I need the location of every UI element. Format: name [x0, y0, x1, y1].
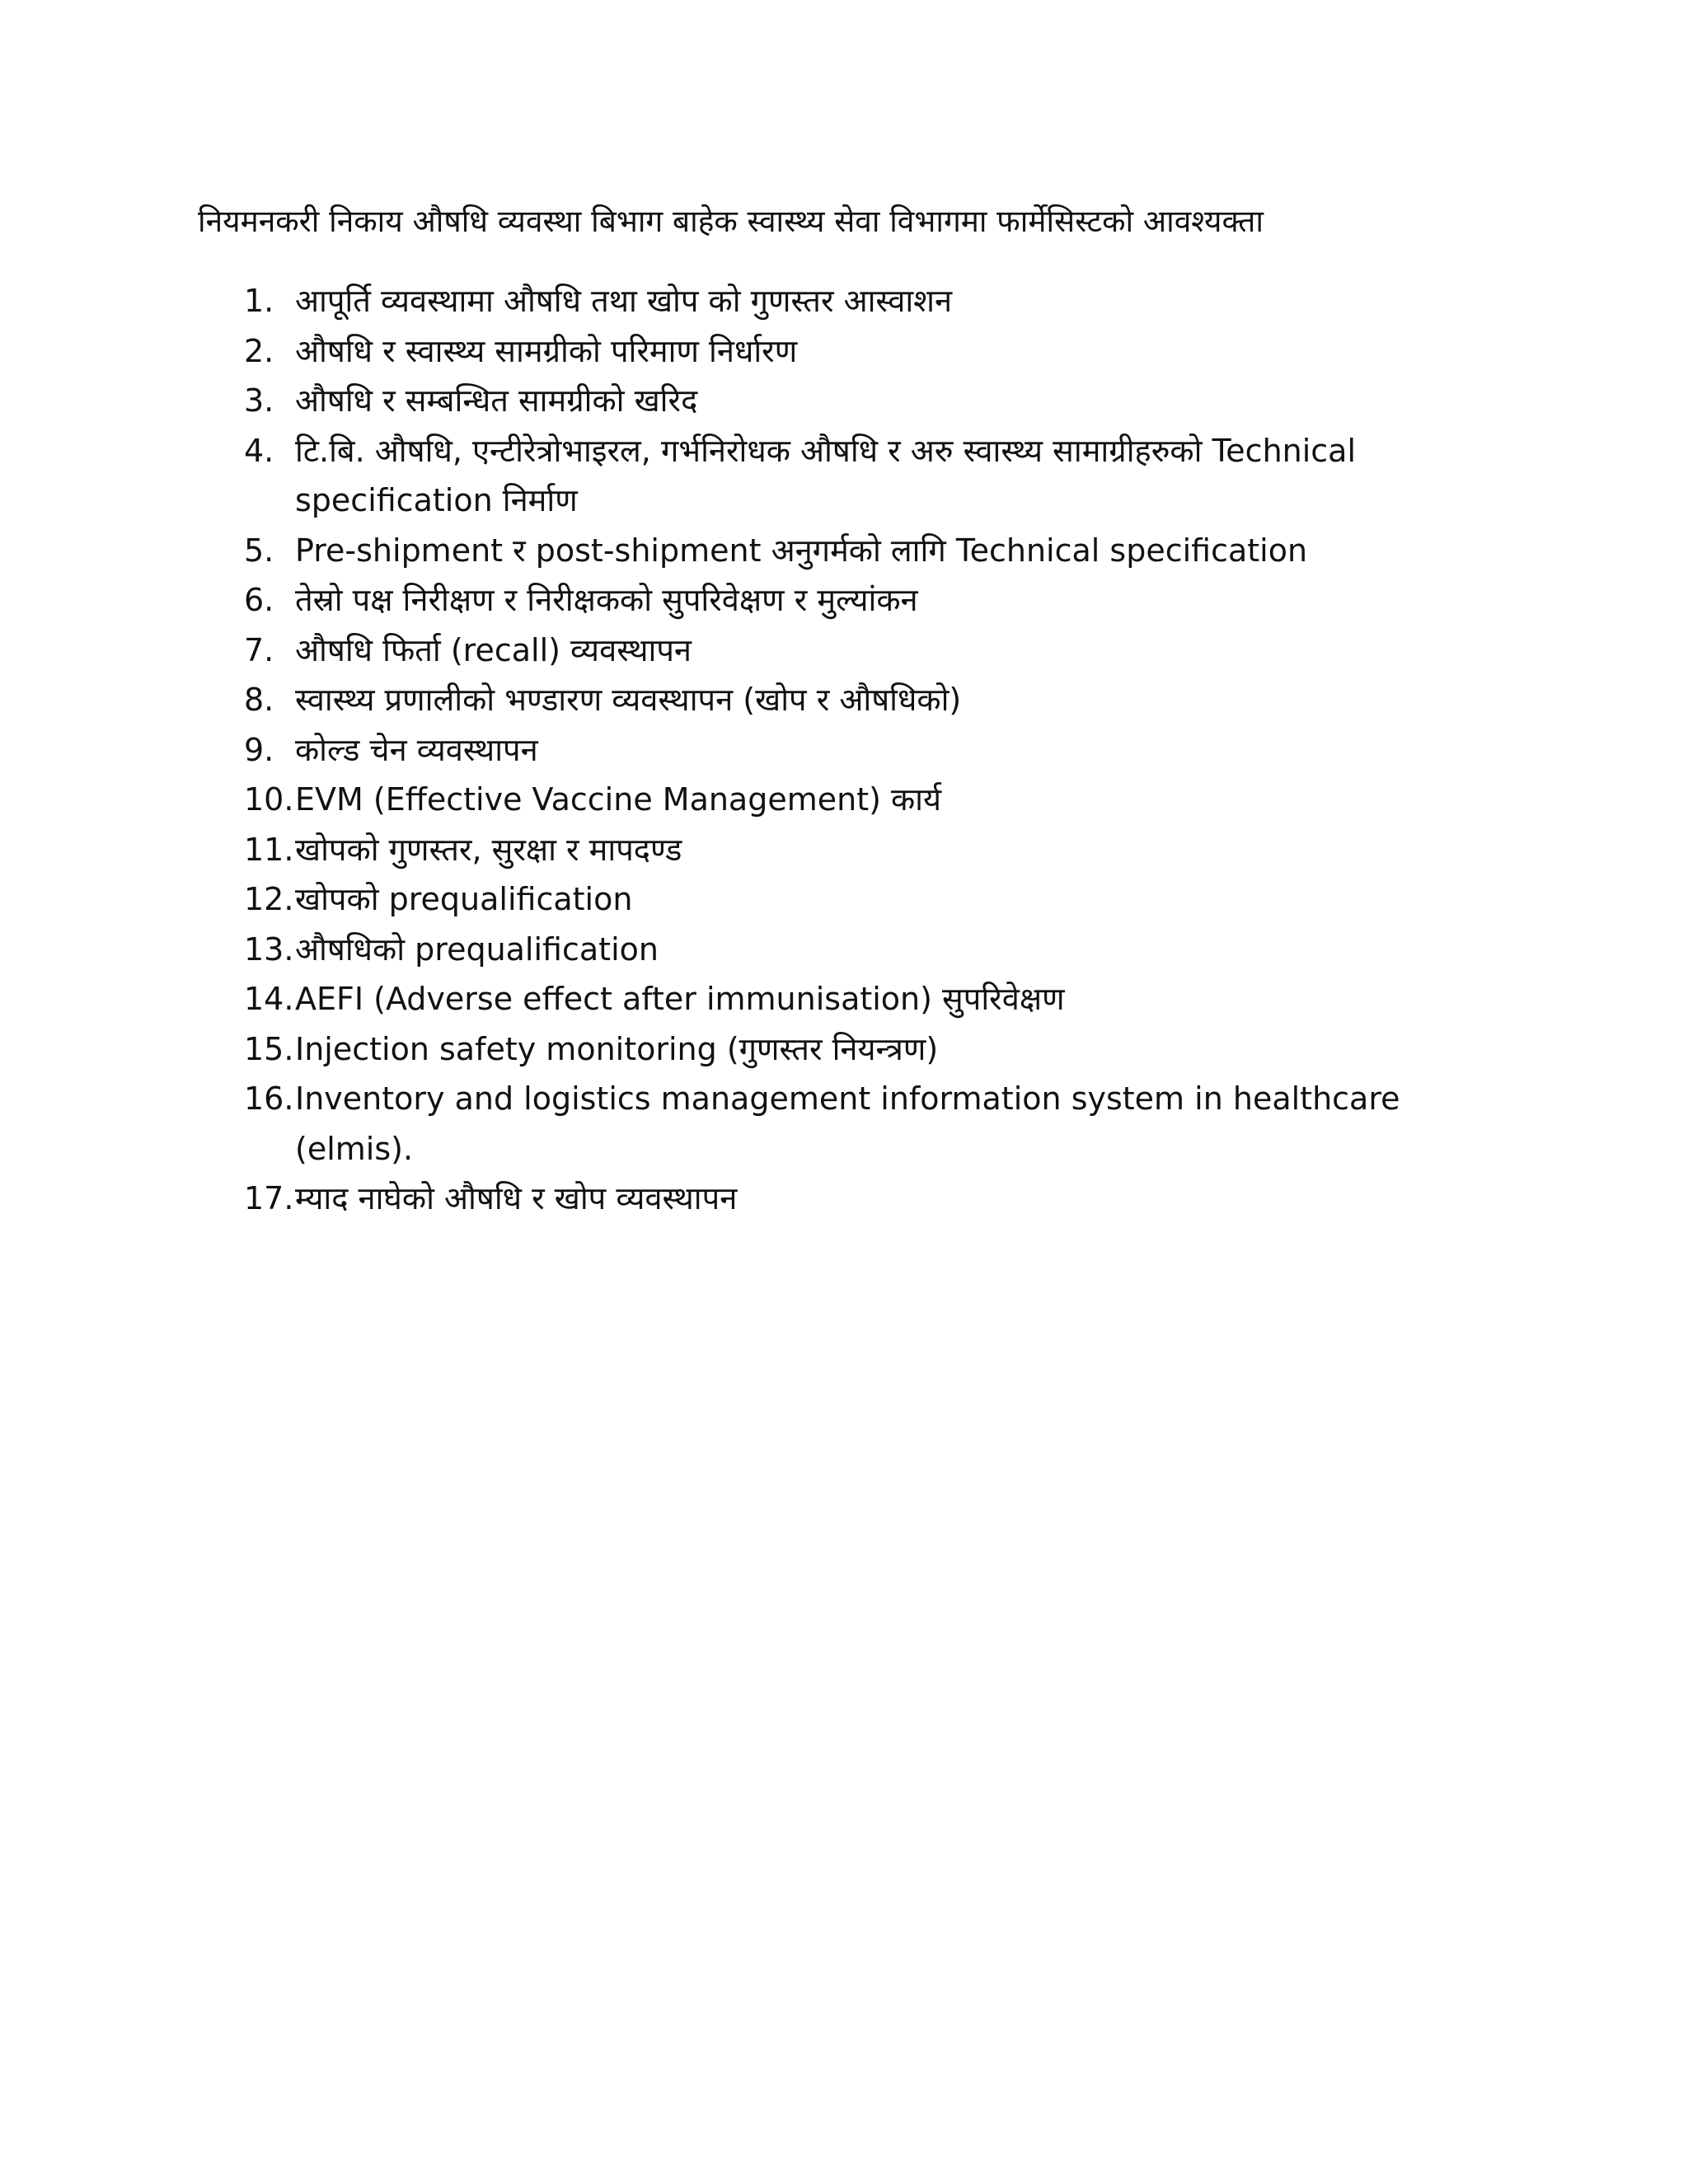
item-text: Injection safety monitoring (गुणस्तर नियन्त्रण) [295, 1030, 939, 1067]
item-text: औषधि र स्वास्थ्य सामग्रीको परिमाण निर्धारण [295, 332, 798, 369]
item-number: 10. [244, 781, 294, 818]
item-number: 5. [244, 532, 274, 569]
item-text: खोपको prequalification [295, 881, 633, 917]
list-item [244, 874, 1497, 925]
list-item [244, 1174, 1497, 1224]
item-number: 15. [244, 1030, 294, 1067]
item-text: औषधि र सम्बन्धित सामग्रीको खरिद [295, 382, 698, 419]
item-text: औषधि फिर्ता (recall) व्यवस्थापन [295, 631, 692, 668]
item-text: म्याद नाघेको औषधि र खोप व्यवस्थापन [295, 1180, 738, 1216]
item-text: आपूर्ति व्यवस्थामा औषधि तथा खोप को गुणस्तर आस्वाशन [295, 283, 953, 319]
item-number: 3. [244, 382, 274, 419]
item-text: खोपको गुणस्तर, सुरक्षा र मापदण्ड [295, 831, 682, 868]
list-item [244, 575, 1497, 626]
item-text: EVM (Effective Vaccine Management) कार्य [295, 781, 942, 818]
item-number: 6. [244, 582, 274, 618]
item-text: तेस्रो पक्ष निरीक्षण र निरीक्षकको सुपरिवेक्षण र मुल्यांकन [295, 582, 918, 618]
item-number: 1. [244, 283, 274, 319]
list-item [244, 925, 1497, 975]
document-title: नियमनकरी निकाय औषधि व्यवस्था बिभाग बाहेक स्वास्थ्य सेवा विभागमा फार्मेसिस्टको आवश्यक्ता [198, 204, 1264, 239]
list-item [244, 376, 1497, 426]
requirements-list [244, 276, 1497, 1224]
item-number: 14. [244, 981, 294, 1017]
item-text: Inventory and logistics management information system in healthcare (elmis). [295, 1080, 1400, 1167]
list-item [244, 426, 1497, 526]
item-number: 4. [244, 432, 274, 469]
list-item [244, 326, 1497, 377]
item-number: 16. [244, 1080, 294, 1117]
list-item [244, 825, 1497, 875]
item-number: 17. [244, 1180, 294, 1216]
item-number: 8. [244, 682, 274, 718]
list-item [244, 1024, 1497, 1075]
item-text: औषधिको prequalification [295, 930, 659, 968]
item-text: AEFI (Adverse effect after immunisation) सुपरिवेक्षण [295, 981, 1065, 1017]
item-number: 7. [244, 631, 274, 668]
item-text: टि.बि. औषधि, एन्टीरेत्रोभाइरल, गर्भनिरोधक औषधि र अरु स्वास्थ्य सामाग्रीहरुको Technical specification निर्माण [295, 432, 1357, 518]
item-number: 9. [244, 731, 274, 768]
item-number: 11. [244, 831, 294, 868]
list-item [244, 775, 1497, 825]
list-item [244, 626, 1497, 676]
list-item [244, 725, 1497, 776]
item-number: 2. [244, 332, 274, 369]
list-item [244, 1074, 1497, 1174]
item-text: Pre-shipment र post-shipment अनुगर्मको लागि Technical specification [295, 532, 1308, 569]
item-number: 12. [244, 881, 294, 917]
list-item [244, 526, 1497, 576]
item-text: कोल्ड चेन व्यवस्थापन [295, 731, 538, 768]
item-number: 13. [244, 930, 294, 968]
list-item [244, 974, 1497, 1024]
item-text: स्वास्थ्य प्रणालीको भण्डारण व्यवस्थापन (खोप र औषधिको) [295, 682, 962, 718]
list-item [244, 675, 1497, 725]
list-item [244, 276, 1497, 326]
